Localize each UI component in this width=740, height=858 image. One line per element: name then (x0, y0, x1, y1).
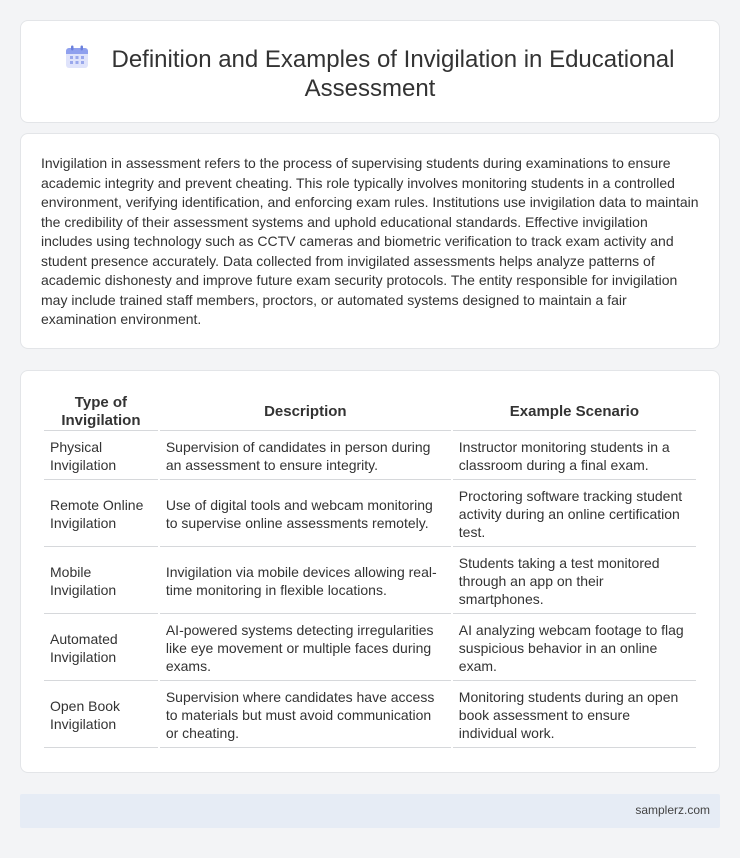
intro-card (20, 133, 720, 349)
intro-paragraph: Invigilation in assessment refers to the process of supervising students during examinations to ensure academic integrity and prevent cheating. This role typically involves monitoring students in a controlled environment, verifying identification, and enforcing exam rules. Institutions use invigilation data to maintain the credibility of their assessment systems and uphold educational standards. Effective invigilation includes using technology such as CCTV cameras and biometric verification to track exam activity and student presence accurately. Data collected from invigilated assessments helps analyze patterns of academic dishonesty and improve future exam security protocols. The entity responsible for invigilation may include trained staff members, proctors, or automated systems designed to maintain a fair examination environment. (41, 155, 699, 327)
cell-type: Automated Invigilation (44, 614, 158, 681)
cell-type: Mobile Invigilation (44, 547, 158, 614)
table-row (44, 431, 696, 480)
page-title (21, 45, 719, 103)
header-description: Description (160, 393, 451, 431)
cell-type: Open Book Invigilation (44, 681, 158, 748)
calendar-icon (65, 45, 89, 69)
cell-example: AI analyzing webcam footage to flag suspicious behavior in an online exam. (453, 614, 696, 681)
title-line-2: Assessment (304, 75, 436, 102)
cell-description: Use of digital tools and webcam monitoring to supervise online assessments remotely. (160, 480, 451, 547)
table-row (44, 681, 696, 748)
cell-description: Invigilation via mobile devices allowing real-time monitoring in flexible locations. (160, 547, 451, 614)
header-type: Type of Invigilation (44, 393, 158, 431)
cell-description: AI-powered systems detecting irregularities like eye movement or multiple faces during exams. (160, 614, 451, 681)
header-example: Example Scenario (453, 393, 696, 431)
cell-description: Supervision where candidates have access to materials but must avoid communication or cheating. (160, 681, 451, 748)
title-line-1: Definition and Examples of Invigilation in Educational (111, 46, 675, 73)
cell-example: Proctoring software tracking student activity during an online certification test. (453, 480, 696, 547)
table-row (44, 480, 696, 547)
cell-type: Remote Online Invigilation (44, 480, 158, 547)
cell-example: Monitoring students during an open book assessment to ensure individual work. (453, 681, 696, 748)
invigilation-table (42, 393, 698, 748)
table-card (20, 370, 720, 773)
footer-site-link[interactable]: samplerz.com (635, 803, 710, 817)
table-row (44, 547, 696, 614)
cell-example: Students taking a test monitored through an app on their smartphones. (453, 547, 696, 614)
cell-description: Supervision of candidates in person during an assessment to ensure integrity. (160, 431, 451, 480)
footer-bar (20, 794, 720, 828)
table-row (44, 614, 696, 681)
table-header-row (44, 393, 696, 431)
cell-type: Physical Invigilation (44, 431, 158, 480)
cell-example: Instructor monitoring students in a classroom during a final exam. (453, 431, 696, 480)
title-card (20, 20, 720, 123)
